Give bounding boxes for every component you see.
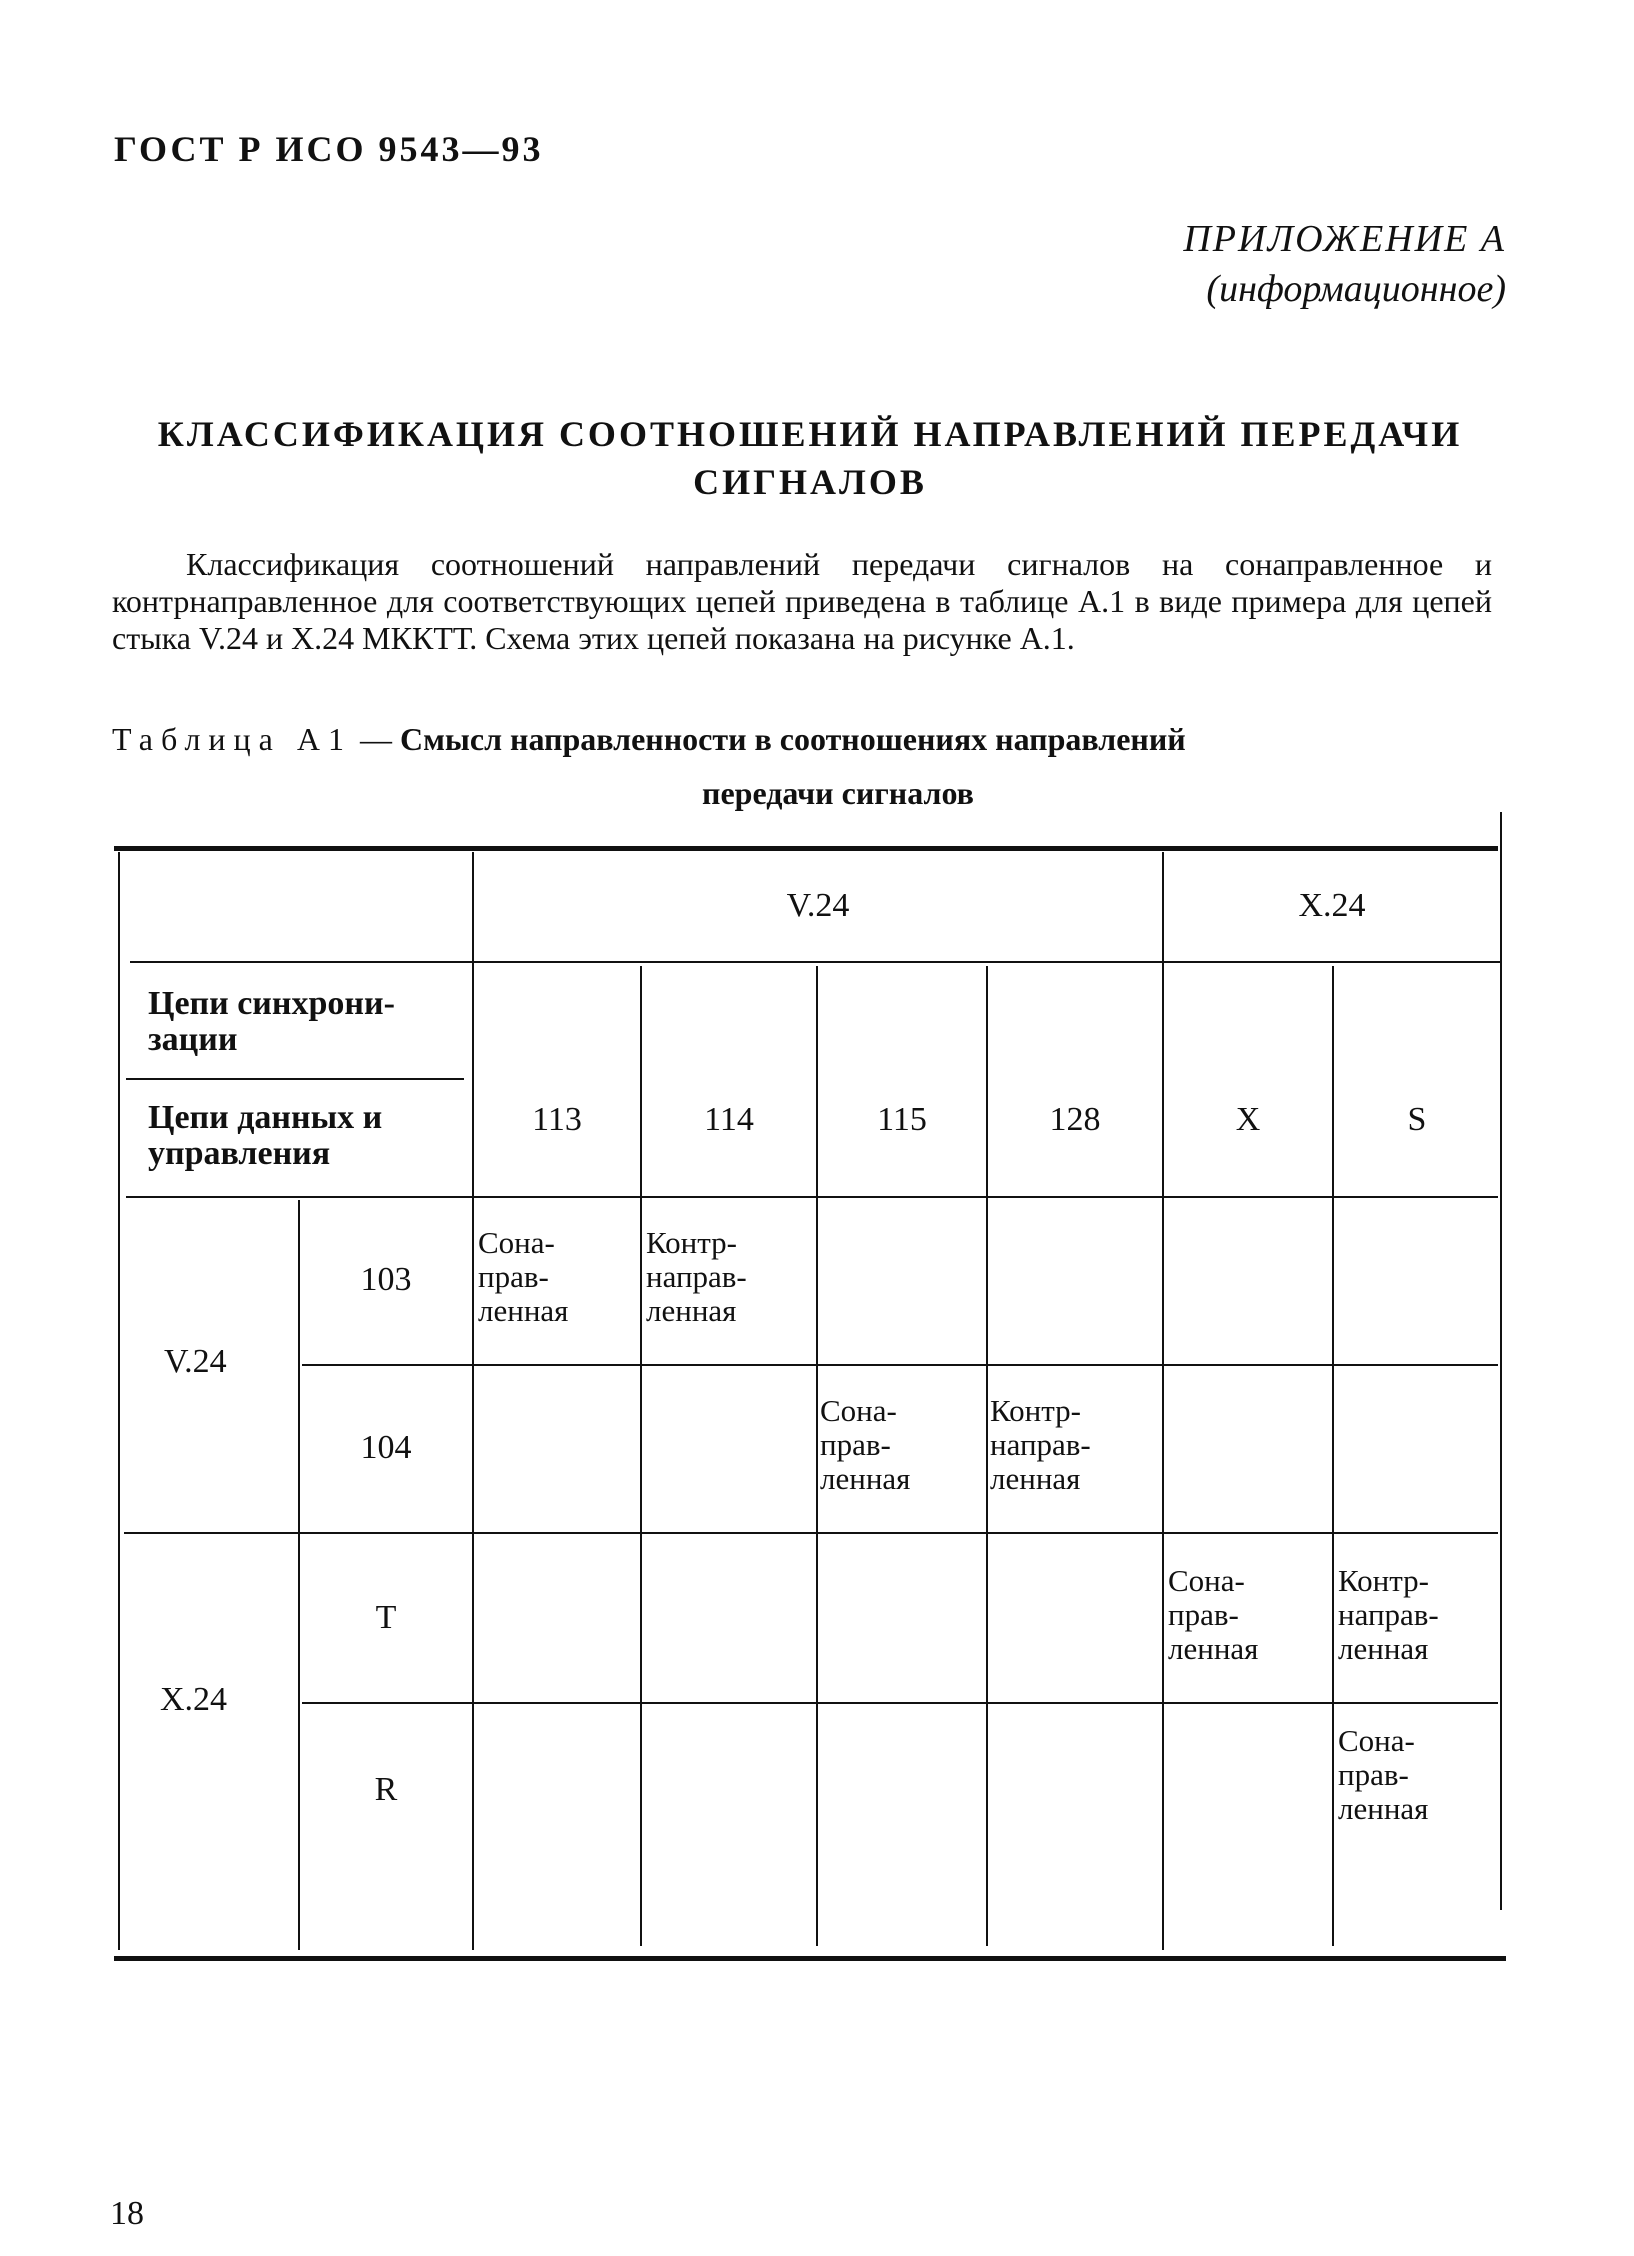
cell-word-part: ленная bbox=[1338, 1791, 1429, 1826]
row-label-sync bbox=[148, 986, 468, 1058]
row-group-x24: Х.24 bbox=[160, 1681, 228, 1718]
cell-word-part: ленная bbox=[990, 1461, 1081, 1496]
cell-103-113 bbox=[478, 1226, 568, 1328]
cell-t-s bbox=[1338, 1564, 1439, 1666]
row-label-data-part2: управления bbox=[148, 1135, 331, 1172]
cell-word-part: Сона- bbox=[1168, 1563, 1245, 1598]
cell-word-part: прав- bbox=[1168, 1597, 1239, 1632]
main-title-line1: КЛАССИФИКАЦИЯ СООТНОШЕНИЙ НАПРАВЛЕНИЙ ПЕРЕДАЧИ bbox=[157, 414, 1463, 454]
row-label-sync-part1: Цепи синхрони- bbox=[148, 985, 395, 1022]
row-label-104: 104 bbox=[360, 1429, 412, 1466]
cell-word-part: направ- bbox=[1338, 1597, 1439, 1632]
cell-word-part: направ- bbox=[990, 1427, 1091, 1462]
cell-word-part: Контр- bbox=[990, 1393, 1081, 1428]
caption-text-line1: Смысл направленности в соотношениях направлений bbox=[399, 721, 1186, 757]
group-header-rule bbox=[130, 961, 1500, 963]
page-number: 18 bbox=[110, 2195, 144, 2232]
appendix-note: (информационное) bbox=[1206, 268, 1506, 310]
row-group-v24: V.24 bbox=[164, 1343, 227, 1380]
table-top-rule bbox=[114, 846, 1498, 851]
header-bottom-rule bbox=[126, 1196, 1498, 1198]
cell-word-part: Сона- bbox=[1338, 1723, 1415, 1758]
cell-103-114 bbox=[646, 1226, 747, 1328]
row-label-data bbox=[148, 1100, 468, 1172]
table-left-border bbox=[118, 852, 120, 1950]
col-header-114: 114 bbox=[704, 1101, 754, 1138]
cell-word-part: Сона- bbox=[820, 1393, 897, 1428]
cell-word-part: прав- bbox=[1338, 1757, 1409, 1792]
row-t-bottom-rule bbox=[302, 1702, 1498, 1704]
cell-word-part: Контр- bbox=[1338, 1563, 1429, 1598]
rowgroup-v24-bottom-rule bbox=[124, 1532, 1498, 1534]
group-header-v24: V.24 bbox=[786, 887, 850, 924]
col-header-s: S bbox=[1407, 1101, 1427, 1138]
cell-r-s bbox=[1338, 1724, 1428, 1826]
group-header-x24: Х.24 bbox=[1298, 887, 1366, 924]
sync-label-rule bbox=[126, 1078, 464, 1080]
body-paragraph: Классификация соотношений направлений передачи сигналов на сонаправленное и контрнаправленное для соответствующих цепей приведена в таблице А.1 в виде примера для цепей стыка V.24 и Х.24 МККТТ. Схема этих цепей показана на рисунке А.1. bbox=[112, 546, 1492, 656]
document-header-code: ГОСТ Р ИСО 9543—93 bbox=[114, 129, 544, 169]
cell-word-part: ленная bbox=[478, 1293, 569, 1328]
row-label-t: Т bbox=[375, 1599, 397, 1636]
cell-word-part: Сона- bbox=[478, 1225, 555, 1260]
cell-word-part: ленная bbox=[1338, 1631, 1429, 1666]
table-right-border bbox=[1500, 812, 1502, 1910]
col-header-x: Х bbox=[1235, 1101, 1261, 1138]
table-bottom-rule bbox=[114, 1956, 1506, 1961]
row-label-r: R bbox=[374, 1771, 398, 1808]
col-header-128: 128 bbox=[1049, 1101, 1101, 1138]
col-sep-group bbox=[1162, 852, 1164, 1950]
cell-t-x bbox=[1168, 1564, 1258, 1666]
col-sep-header bbox=[472, 852, 474, 1950]
cell-word-part: направ- bbox=[646, 1259, 747, 1294]
cell-104-115 bbox=[820, 1394, 910, 1496]
row-label-103: 103 bbox=[360, 1261, 412, 1298]
appendix-title: ПРИЛОЖЕНИЕ А bbox=[1183, 218, 1506, 260]
row-label-sync-part2: зации bbox=[148, 1021, 238, 1058]
row-label-data-part1: Цепи данных и bbox=[148, 1099, 383, 1136]
caption-dash: — bbox=[351, 721, 400, 757]
cell-word-part: Контр- bbox=[646, 1225, 737, 1260]
cell-word-part: ленная bbox=[1168, 1631, 1259, 1666]
cell-word-part: ленная bbox=[820, 1461, 911, 1496]
col-header-115: 115 bbox=[877, 1101, 927, 1138]
caption-label: Таблица А1 bbox=[112, 721, 352, 757]
col-sep-rowgroup bbox=[298, 1200, 300, 1950]
caption-text-line2: передачи сигналов bbox=[702, 775, 974, 811]
cell-word-part: прав- bbox=[478, 1259, 549, 1294]
col-header-113: 113 bbox=[532, 1101, 582, 1138]
cell-104-128 bbox=[990, 1394, 1091, 1496]
cell-word-part: прав- bbox=[820, 1427, 891, 1462]
cell-word-part: ленная bbox=[646, 1293, 737, 1328]
row-103-bottom-rule bbox=[302, 1364, 1498, 1366]
main-title-line2: СИГНАЛОВ bbox=[693, 462, 927, 502]
